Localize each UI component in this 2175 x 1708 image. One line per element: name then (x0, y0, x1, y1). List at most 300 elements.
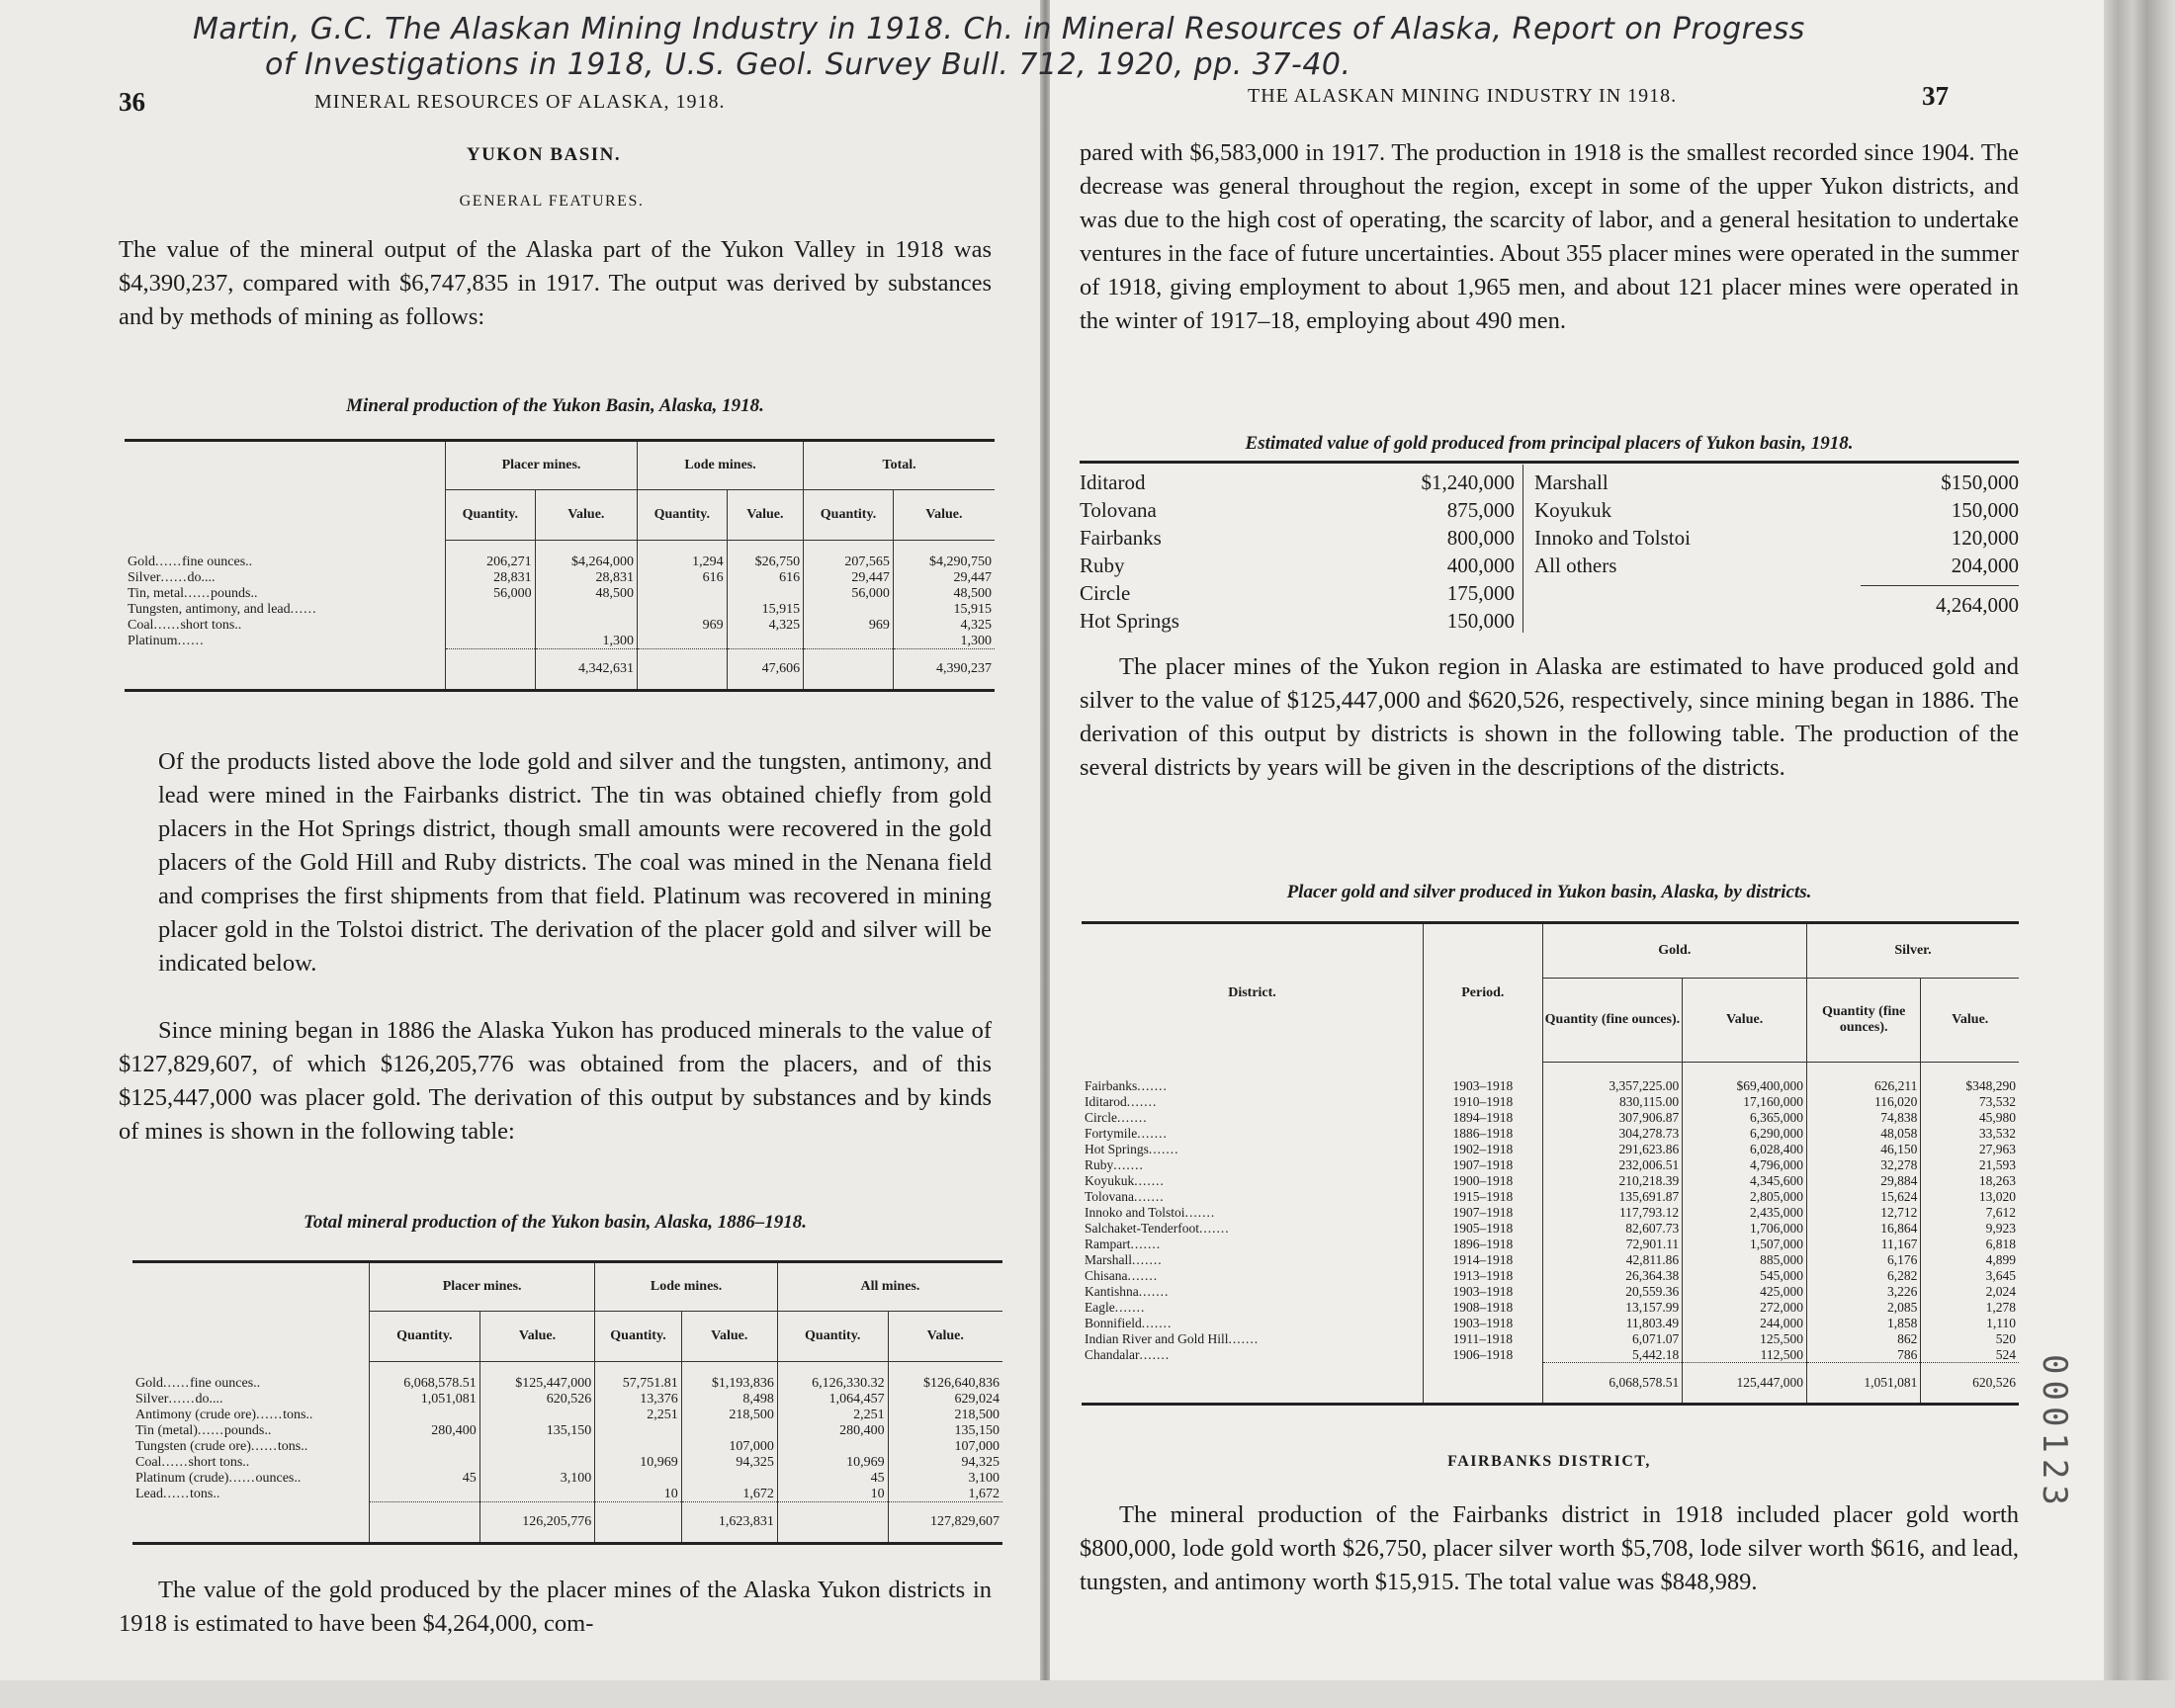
table-cell: 4,796,000 (1683, 1157, 1807, 1173)
table-cell: 17,160,000 (1683, 1094, 1807, 1110)
table-cell (446, 602, 536, 618)
table-cell: 244,000 (1683, 1316, 1807, 1331)
district-name: Marshall (1085, 1252, 1132, 1267)
handwritten-citation-line1: Martin, G.C. The Alaskan Mining Industry in 1918. Ch. in Mineral Resources of Alaska, Report on Progress (193, 12, 1805, 46)
row-unit: pounds.. (223, 1423, 272, 1438)
table-cell: 207,565 (804, 555, 894, 570)
row-unit: fine ounces.. (182, 555, 253, 569)
table-cell (681, 1471, 777, 1487)
table-cell: 1900–1918 (1424, 1173, 1543, 1189)
table-row: Koyukuk....... 1900–1918 210,218.39 4,345,600 29,884 18,263 (1082, 1173, 2019, 1189)
total-cell: 4,390,237 (893, 649, 995, 691)
table-cell (370, 1408, 480, 1423)
table-cell: 524 (1921, 1347, 2019, 1363)
table-cell: 1906–1918 (1424, 1347, 1543, 1363)
table-row: Chisana....... 1913–1918 26,364.38 545,000 6,282 3,645 (1082, 1268, 2019, 1284)
page-edge (2104, 0, 2175, 1708)
placer-value: $1,240,000 (1421, 470, 1515, 494)
table-cell: 2,251 (595, 1408, 681, 1423)
gold-table-left-column (1080, 470, 1515, 637)
table-cell: 6,818 (1921, 1237, 2019, 1252)
total-cell: 4,342,631 (535, 649, 637, 691)
table-row: Rampart....... 1896–1918 72,901.11 1,507,000 11,167 6,818 (1082, 1237, 2019, 1252)
row-label: Platinum (128, 634, 178, 648)
group-header: Total. (804, 441, 995, 490)
district-name: Rampart (1085, 1237, 1131, 1251)
table-cell: $1,193,836 (681, 1376, 777, 1392)
table-cell: 2,251 (777, 1408, 888, 1423)
subcol-header: Value. (893, 490, 995, 541)
table-cell: 15,915 (893, 602, 995, 618)
archive-stamp: 000123 (2035, 1354, 2074, 1511)
table-cell: $348,290 (1921, 1078, 2019, 1094)
table-cell: 29,447 (804, 570, 894, 586)
table-cell: 786 (1807, 1347, 1921, 1363)
table-cell: 1896–1918 (1424, 1237, 1543, 1252)
gold-row (1080, 470, 1515, 498)
gold-table-rule (1080, 461, 2019, 464)
table-cell: 969 (638, 618, 728, 634)
table-row: Hot Springs....... 1902–1918 291,623.86 6,028,400 46,150 27,963 (1082, 1142, 2019, 1157)
table-cell: 2,085 (1807, 1300, 1921, 1316)
table-row: Tungsten (crude ore)......tons.. 107,000 107,000 (132, 1439, 1002, 1455)
table-cell (777, 1439, 888, 1455)
row-label: Coal (135, 1455, 162, 1470)
table-cell: 3,357,225.00 (1542, 1078, 1683, 1094)
table-cell (638, 634, 728, 649)
table-cell: 6,176 (1807, 1252, 1921, 1268)
district-name: Iditarod (1085, 1094, 1127, 1109)
table-cell: 13,157.99 (1542, 1300, 1683, 1316)
table-cell: 6,126,330.32 (777, 1376, 888, 1392)
totals-row (1082, 1363, 2019, 1405)
district-header: District. (1228, 984, 1276, 1000)
table-cell: 6,365,000 (1683, 1110, 1807, 1126)
table-cell (479, 1455, 595, 1471)
table-row: Lead......tons.. 10 1,672 10 1,672 (132, 1487, 1002, 1502)
table-cell: 48,058 (1807, 1126, 1921, 1142)
total-cell (446, 649, 536, 691)
table-cell: 280,400 (370, 1423, 480, 1439)
label-header (125, 441, 446, 541)
table-cell: 626,211 (1807, 1078, 1921, 1094)
placer-name: Innoko and Tolstoi (1534, 526, 1691, 550)
gold-row (1534, 470, 2019, 498)
subcol-header: Quantity. (446, 490, 536, 541)
table-cell: 7,612 (1921, 1205, 2019, 1221)
table-cell: 12,712 (1807, 1205, 1921, 1221)
table-cell (370, 1455, 480, 1471)
table-cell (479, 1408, 595, 1423)
table-cell: 1903–1918 (1424, 1284, 1543, 1300)
table-row: Innoko and Tolstoi....... 1907–1918 117,793.12 2,435,000 12,712 7,612 (1082, 1205, 2019, 1221)
page-number: 36 (119, 87, 145, 117)
table-cell: 117,793.12 (1542, 1205, 1683, 1221)
subcol-header: Value. (479, 1312, 595, 1362)
table-row: Antimony (crude ore)......tons.. 2,251 218,500 2,251 218,500 (132, 1408, 1002, 1423)
products-paragraph (158, 745, 992, 981)
table-cell: 125,500 (1683, 1331, 1807, 1347)
totals-row (125, 649, 995, 691)
table-cell: 629,024 (888, 1392, 1002, 1408)
placer-name: Koyukuk (1534, 498, 1612, 522)
table-cell: 28,831 (446, 570, 536, 586)
table-cell: 74,838 (1807, 1110, 1921, 1126)
placer-value: $150,000 (1941, 470, 2019, 494)
table-cell: 6,068,578.51 (370, 1376, 480, 1392)
district-table-caption: Placer gold and silver produced in Yukon basin, Alaska, by districts. (1286, 882, 1812, 902)
table-row: Salchaket-Tenderfoot....... 1905–1918 82,607.73 1,706,000 16,864 9,923 (1082, 1221, 2019, 1237)
table-cell (595, 1423, 681, 1439)
row-label: Tungsten, antimony, and lead (128, 602, 291, 617)
placer-name: Ruby (1080, 554, 1125, 577)
running-head: MINERAL RESOURCES OF ALASKA, 1918. (314, 91, 726, 113)
placer-name: Marshall (1534, 470, 1609, 494)
table-cell: 6,071.07 (1542, 1331, 1683, 1347)
table-cell: 116,020 (1807, 1094, 1921, 1110)
row-unit: tons.. (189, 1487, 220, 1501)
table-cell: 4,345,600 (1683, 1173, 1807, 1189)
table-cell: 11,803.49 (1542, 1316, 1683, 1331)
table-cell: 307,906.87 (1542, 1110, 1683, 1126)
row-label: Gold (135, 1376, 163, 1391)
table-row: Kantishna....... 1903–1918 20,559.36 425,000 3,226 2,024 (1082, 1284, 2019, 1300)
table-cell: 620,526 (479, 1392, 595, 1408)
row-label: Tungsten (crude ore) (135, 1439, 251, 1454)
table-cell: 13,376 (595, 1392, 681, 1408)
table-row: Fortymile....... 1886–1918 304,278.73 6,290,000 48,058 33,532 (1082, 1126, 2019, 1142)
table-cell: 135,150 (888, 1423, 1002, 1439)
table-cell (727, 634, 804, 649)
table-cell (727, 586, 804, 602)
group-header: Lode mines. (595, 1262, 778, 1312)
total-cell: 620,526 (1921, 1363, 2019, 1405)
total-cell: 126,205,776 (479, 1502, 595, 1544)
row-label: Tin (metal) (135, 1423, 198, 1438)
page-number: 37 (1922, 81, 1949, 111)
row-label: Lead (135, 1487, 163, 1501)
group-header: Placer mines. (446, 441, 638, 490)
gold-table-total (1801, 593, 2019, 621)
continued-paragraph: pared with $6,583,000 in 1917. The production in 1918 is the smallest recorded since 1904. The decrease was general throughout the region, except in some of the upper Yukon districts, and was due to the high cost of operating, the scarcity of labor, and a general hesitation to undertake ventures in the face of future uncertainties. About 355 placer mines were operated in the summer of 1918, giving employment to about 1,965 men, and about 121 placer mines were operated in the winter of 1917–18, employing about 490 men. (1080, 139, 2019, 334)
gold-row (1080, 526, 1515, 554)
table-cell: 2,435,000 (1683, 1205, 1807, 1221)
table-row: Circle....... 1894–1918 307,906.87 6,365,000 74,838 45,980 (1082, 1110, 2019, 1126)
gold-row (1080, 609, 1515, 637)
row-label: Antimony (crude ore) (135, 1408, 257, 1422)
table-cell: 1,858 (1807, 1316, 1921, 1331)
table-cell: 6,282 (1807, 1268, 1921, 1284)
placer-value: 175,000 (1446, 581, 1515, 605)
fairbanks-paragraph: The mineral production of the Fairbanks district in 1918 included placer gold worth $800,000, lode gold worth $26,750, placer silver worth $5,708, lode silver worth $616, and lead, tungsten, and antimony worth $15,915. The total value was $848,989. (1080, 1501, 2019, 1595)
group-header: Placer mines. (370, 1262, 595, 1312)
table-cell: 1,278 (1921, 1300, 2019, 1316)
gold-total-rule (1861, 585, 2019, 586)
row-label: Silver (135, 1392, 169, 1407)
table-cell: $4,264,000 (535, 555, 637, 570)
table-cell: 1,300 (535, 634, 637, 649)
subcol-header: Value. (681, 1312, 777, 1362)
row-unit: short tons.. (180, 618, 242, 633)
table-cell: 3,100 (888, 1471, 1002, 1487)
table-row: Iditarod....... 1910–1918 830,115.00 17,160,000 116,020 73,532 (1082, 1094, 2019, 1110)
district-name: Kantishna (1085, 1284, 1139, 1299)
table-cell: $69,400,000 (1683, 1078, 1807, 1094)
table-cell: 15,915 (727, 602, 804, 618)
table-cell: 48,500 (893, 586, 995, 602)
table-cell: 520 (1921, 1331, 2019, 1347)
table-cell: $126,640,836 (888, 1376, 1002, 1392)
gold-row (1534, 498, 2019, 526)
table-row: Tin, metal......pounds.. 56,000 48,500 56,000 48,500 (125, 586, 995, 602)
table-row: Silver......do.... 28,831 28,831 616 616 29,447 29,447 (125, 570, 995, 586)
table-cell: 1,110 (1921, 1316, 2019, 1331)
group-header: All mines. (777, 1262, 1002, 1312)
table-cell: $26,750 (727, 555, 804, 570)
table-cell: 135,150 (479, 1423, 595, 1439)
table-cell: 210,218.39 (1542, 1173, 1683, 1189)
fairbanks-district-heading: FAIRBANKS DISTRICT, (1447, 1453, 1651, 1470)
district-name: Fortymile (1085, 1126, 1138, 1141)
table-cell: 15,624 (1807, 1189, 1921, 1205)
table-cell: 10,969 (595, 1455, 681, 1471)
gold-row (1080, 498, 1515, 526)
table-row: Fairbanks....... 1903–1918 3,357,225.00 $69,400,000 626,211 $348,290 (1082, 1078, 2019, 1094)
gold-row (1534, 554, 2019, 581)
section-title: YUKON BASIN. (466, 144, 622, 165)
table-cell (638, 586, 728, 602)
subcol-header: Value. (535, 490, 637, 541)
table-cell: 10,969 (777, 1455, 888, 1471)
products-paragraph-text: Of the products listed above the lode gold and silver and the tungsten, antimony, and lead were mined in the Fairbanks district. The tin was obtained chiefly from gold placers in the Hot Springs district, though small amounts were recovered in the gold placers of the Gold Hill and Ruby districts. The coal was mined in the Nenana field and comprises the first shipments from that field. Platinum was recovered in mining placer gold in the Tolstoi district. The derivation of the placer gold and silver will be indicated below. (158, 748, 992, 977)
left-page (0, 0, 1043, 1708)
total-mineral-production-table (132, 1260, 1002, 1545)
gold-row (1534, 526, 2019, 554)
table-cell (638, 602, 728, 618)
table-cell: 94,325 (888, 1455, 1002, 1471)
table-cell: 72,901.11 (1542, 1237, 1683, 1252)
total-cell: 1,051,081 (1807, 1363, 1921, 1405)
subcol-header: Quantity. (638, 490, 728, 541)
placer-value: 120,000 (1951, 526, 2019, 550)
placer-value: 150,000 (1951, 498, 2019, 522)
table-row: Silver......do.... 1,051,081 620,526 13,376 8,498 1,064,457 629,024 (132, 1392, 1002, 1408)
table-cell: 112,500 (1683, 1347, 1807, 1363)
table-row: Tungsten, antimony, and lead...... 15,915 15,915 (125, 602, 995, 618)
table-cell: 107,000 (681, 1439, 777, 1455)
total-cell: 125,447,000 (1683, 1363, 1807, 1405)
table-cell (595, 1471, 681, 1487)
table-cell: 1903–1918 (1424, 1078, 1543, 1094)
district-name: Indian River and Gold Hill (1085, 1331, 1229, 1346)
row-unit: do.... (187, 570, 216, 585)
row-unit: fine ounces.. (190, 1376, 261, 1391)
gold-total-value: 4,264,000 (1936, 593, 2019, 617)
row-label: Gold (128, 555, 155, 569)
table1-caption: Mineral production of the Yukon Basin, Alaska, 1918. (346, 395, 764, 416)
gold-header: Gold. (1542, 923, 1806, 979)
total-cell (777, 1502, 888, 1544)
gold-table-caption: Estimated value of gold produced from principal placers of Yukon basin, 1918. (1245, 433, 1854, 454)
placer-value: 400,000 (1446, 554, 1515, 577)
table-cell: 218,500 (681, 1408, 777, 1423)
table-row: Tolovana....... 1915–1918 135,691.87 2,805,000 15,624 13,020 (1082, 1189, 2019, 1205)
table-cell: 232,006.51 (1542, 1157, 1683, 1173)
table-cell: 10 (777, 1487, 888, 1502)
subcol-header: Quantity. (804, 490, 894, 541)
table-cell: 1908–1918 (1424, 1300, 1543, 1316)
table-cell: 291,623.86 (1542, 1142, 1683, 1157)
table-cell: 1913–1918 (1424, 1268, 1543, 1284)
subcol-header: Quantity. (777, 1312, 888, 1362)
total-cell: 47,606 (727, 649, 804, 691)
table-cell: 56,000 (446, 586, 536, 602)
table-cell: 46,150 (1807, 1142, 1921, 1157)
district-name: Circle (1085, 1110, 1117, 1125)
table-cell: 4,899 (1921, 1252, 2019, 1268)
row-label: Tin, metal (128, 586, 185, 601)
district-name: Tolovana (1085, 1189, 1135, 1204)
subcol-header: Value. (888, 1312, 1002, 1362)
table-cell: 5,442.18 (1542, 1347, 1683, 1363)
district-name: Bonnifield (1085, 1316, 1142, 1330)
table-cell: $125,447,000 (479, 1376, 595, 1392)
subcol-header: Quantity. (370, 1312, 480, 1362)
row-unit: tons.. (283, 1408, 313, 1422)
table-cell: 1,051,081 (370, 1392, 480, 1408)
table-cell: 107,000 (888, 1439, 1002, 1455)
mineral-production-1918-table (125, 439, 995, 692)
placer-name: Tolovana (1080, 498, 1157, 522)
table-cell: 29,447 (893, 570, 995, 586)
table-cell: 29,884 (1807, 1173, 1921, 1189)
district-name: Koyukuk (1085, 1173, 1135, 1188)
table-cell: 1910–1918 (1424, 1094, 1543, 1110)
table-cell: 272,000 (1683, 1300, 1807, 1316)
table-cell: 94,325 (681, 1455, 777, 1471)
table-cell: 1915–1918 (1424, 1189, 1543, 1205)
placer-value: 800,000 (1446, 526, 1515, 550)
table-cell: 33,532 (1921, 1126, 2019, 1142)
table-cell: 20,559.36 (1542, 1284, 1683, 1300)
row-unit: pounds.. (211, 586, 258, 601)
row-unit: do.... (195, 1392, 223, 1407)
gold-value-header: Value. (1683, 979, 1807, 1063)
district-name: Fairbanks (1085, 1078, 1138, 1093)
table-cell: 1905–1918 (1424, 1221, 1543, 1237)
table-cell: 1914–1918 (1424, 1252, 1543, 1268)
gold-row (1080, 554, 1515, 581)
table-row: Coal......short tons.. 969 4,325 969 4,325 (125, 618, 995, 634)
scan-border (0, 1680, 2175, 1708)
district-name: Hot Springs (1085, 1142, 1149, 1156)
district-name: Salchaket-Tenderfoot (1085, 1221, 1200, 1236)
table-cell: 45 (777, 1471, 888, 1487)
table-row: Bonnifield....... 1903–1918 11,803.49 244,000 1,858 1,110 (1082, 1316, 2019, 1331)
table-cell (446, 634, 536, 649)
table-cell: 73,532 (1921, 1094, 2019, 1110)
district-name: Eagle (1085, 1300, 1115, 1315)
placer-name: All others (1534, 554, 1617, 577)
table-cell: 2,805,000 (1683, 1189, 1807, 1205)
table-cell: 8,498 (681, 1392, 777, 1408)
table2-caption: Total mineral production of the Yukon basin, Alaska, 1886–1918. (303, 1212, 808, 1233)
total-cell: 127,829,607 (888, 1502, 1002, 1544)
table-cell (370, 1439, 480, 1455)
table-cell: 11,167 (1807, 1237, 1921, 1252)
table-cell: 425,000 (1683, 1284, 1807, 1300)
table-cell: 4,325 (893, 618, 995, 634)
row-unit: short tons.. (188, 1455, 250, 1470)
table-cell: 13,020 (1921, 1189, 2019, 1205)
table-cell: 885,000 (1683, 1252, 1807, 1268)
table-cell: 2,024 (1921, 1284, 2019, 1300)
table-cell (595, 1439, 681, 1455)
table-cell: 10 (595, 1487, 681, 1502)
table-cell: 26,364.38 (1542, 1268, 1683, 1284)
table-cell: 42,811.86 (1542, 1252, 1683, 1268)
total-cell (370, 1502, 480, 1544)
table-cell: 56,000 (804, 586, 894, 602)
table-cell: 32,278 (1807, 1157, 1921, 1173)
subsection-title: GENERAL FEATURES. (459, 193, 645, 210)
table-cell: 206,271 (446, 555, 536, 570)
table-cell: 4,325 (727, 618, 804, 634)
row-label: Coal (128, 618, 154, 633)
table-cell: 6,028,400 (1683, 1142, 1807, 1157)
table-cell: 3,645 (1921, 1268, 2019, 1284)
table-cell: 545,000 (1683, 1268, 1807, 1284)
table-row: Chandalar....... 1906–1918 5,442.18 112,500 786 524 (1082, 1347, 2019, 1363)
silver-value-header: Value. (1921, 979, 2019, 1063)
running-head: THE ALASKAN MINING INDUSTRY IN 1918. (1248, 85, 1678, 107)
placer-name: Hot Springs (1080, 609, 1179, 633)
totals-row (132, 1502, 1002, 1544)
group-header: Lode mines. (638, 441, 804, 490)
subcol-header: Value. (727, 490, 804, 541)
table-cell (535, 618, 637, 634)
table-cell: 862 (1807, 1331, 1921, 1347)
table-cell: 1,064,457 (777, 1392, 888, 1408)
gold-table-right-column (1534, 470, 2019, 581)
row-unit: tons.. (277, 1439, 308, 1454)
table-row: Marshall....... 1914–1918 42,811.86 885,000 6,176 4,899 (1082, 1252, 2019, 1268)
table-cell (446, 618, 536, 634)
table-cell: 3,100 (479, 1471, 595, 1487)
district-name: Chisana (1085, 1268, 1128, 1283)
table-cell (804, 602, 894, 618)
table-cell: 6,290,000 (1683, 1126, 1807, 1142)
placer-value: 875,000 (1446, 498, 1515, 522)
district-production-table (1082, 921, 2019, 1406)
table-cell: 1,672 (681, 1487, 777, 1502)
since-1886-paragraph: Since mining began in 1886 the Alaska Yukon has produced minerals to the value of $127,829,607, of which $126,205,776 was obtained from the placers, and of this $125,447,000 was placer gold. The derivation of this output by substances and by kinds of mines is shown in the following table: (119, 1017, 992, 1145)
placer-name: Iditarod (1080, 470, 1146, 494)
table-cell: 1,672 (888, 1487, 1002, 1502)
table-cell (804, 634, 894, 649)
total-cell (638, 649, 728, 691)
placer-name: Fairbanks (1080, 526, 1162, 550)
table-cell: 616 (727, 570, 804, 586)
district-name: Ruby (1085, 1157, 1114, 1172)
table-row: Tin (metal)......pounds.. 280,400 135,150 280,400 135,150 (132, 1423, 1002, 1439)
table-cell (370, 1487, 480, 1502)
table-cell: 1911–1918 (1424, 1331, 1543, 1347)
table-cell: 3,226 (1807, 1284, 1921, 1300)
handwritten-citation-line2: of Investigations in 1918, U.S. Geol. Survey Bull. 712, 1920, pp. 37-40. (265, 47, 1351, 82)
table-cell: 1,294 (638, 555, 728, 570)
table-row: Indian River and Gold Hill....... 1911–1918 6,071.07 125,500 862 520 (1082, 1331, 2019, 1347)
